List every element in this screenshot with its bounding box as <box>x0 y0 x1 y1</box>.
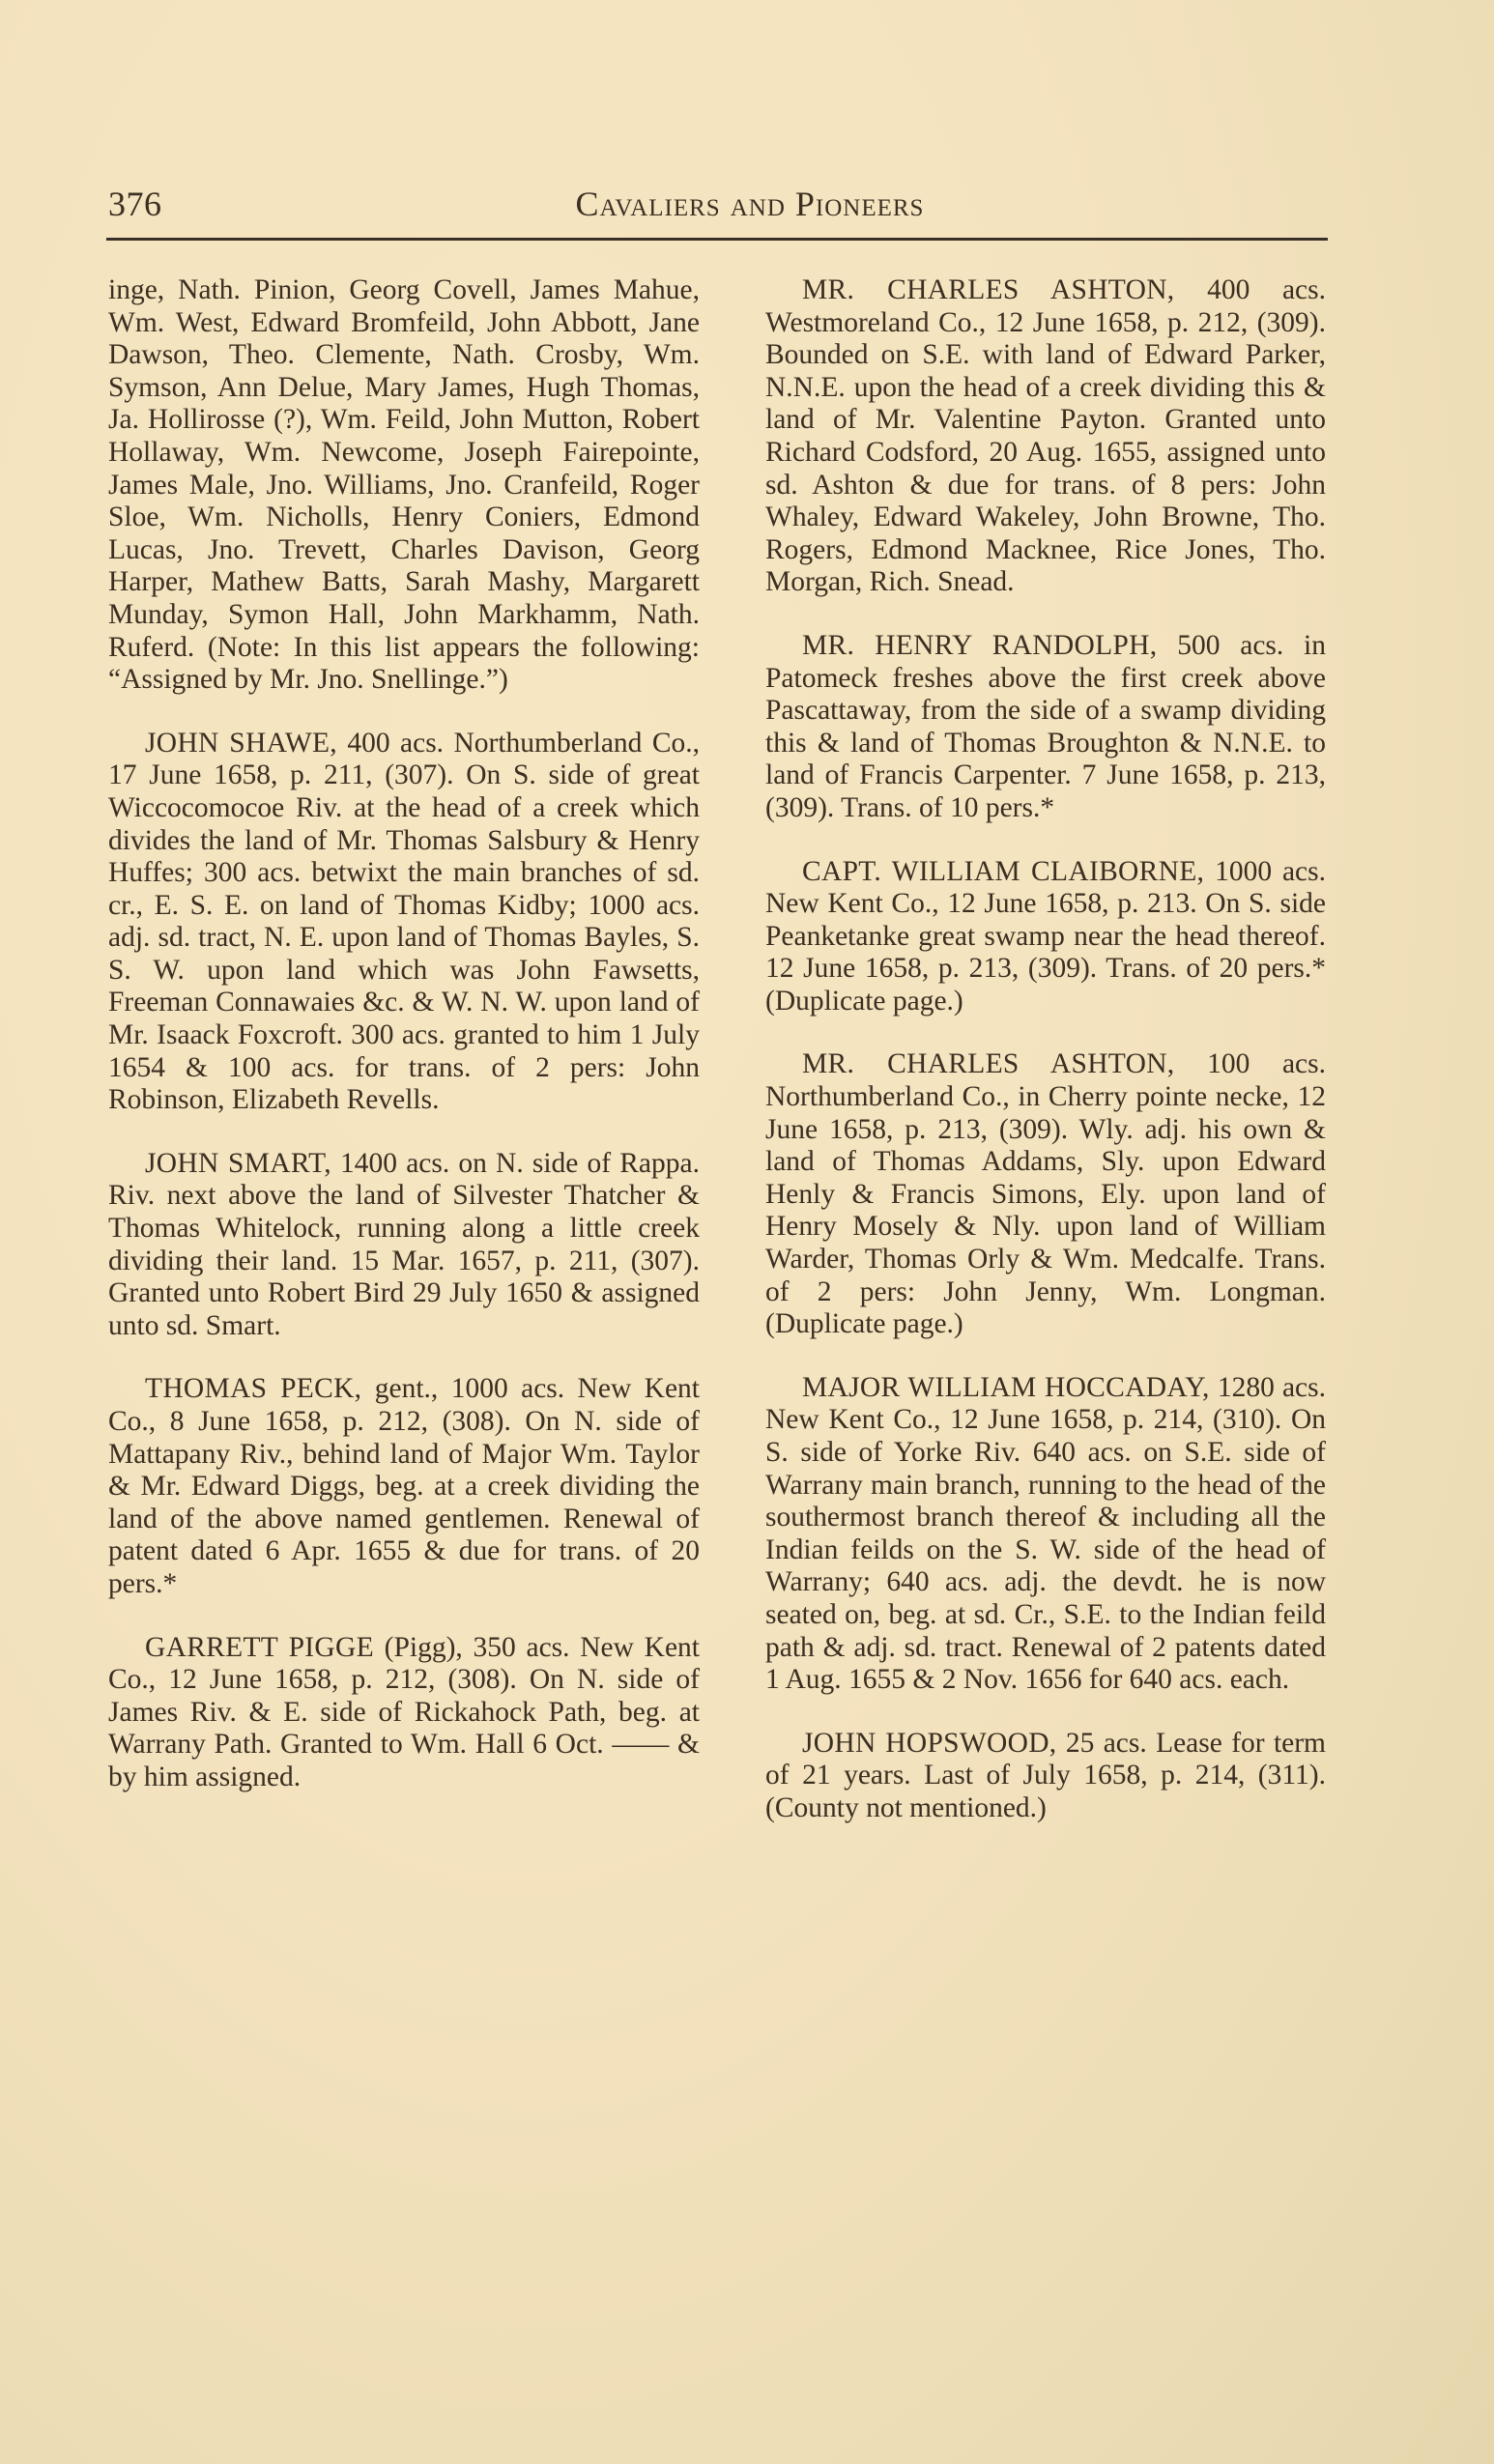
entry-text: 400 acs. Westmoreland Co., 12 June 1658, p. 212, (309). Bounded on S.E. with land of Edward Parker, N.N.E. upon the head of a creek dividing this & land of Mr. Valentine Payton. Granted unto Richard Codsford, 20 Aug. 1655, assigned unto sd. Ashton & due for trans. of 8 pers: John Whaley, Edward Wakeley, John Browne, Tho. Rogers, Edmond Macknee, Rice Jones, Tho. Morgan, Rich. Snead. <box>765 274 1327 598</box>
left-column <box>108 274 700 1825</box>
entry-text: 100 acs. Northumberland Co., in Cherry pointe necke, 12 June 1658, p. 213, (309). Wly. adj. his own & land of Thomas Addams, Sly. upon Edward Henly & Francis Simons, Ely. upon land of Henry Mosely & Nly. upon land of William Warder, Thomas Orly & Wm. Medcalfe. Trans. of 2 pers: John Jenny, Wm. Longman. (Duplicate page.) <box>765 1048 1327 1340</box>
entry-garrett-pigge <box>108 1632 700 1794</box>
entry-name: MR. CHARLES ASHTON, <box>802 1048 1175 1080</box>
entry-name: CAPT. WILLIAM CLAIBORNE, <box>802 855 1205 887</box>
entry-text: inge, Nath. Pinion, Georg Covell, James Mahue, Wm. West, Edward Bromfeild, John Abbott, Jane Dawson, Theo. Clemente, Nath. Crosby, Wm. Symson, Ann Delue, Mary James, Hugh Thomas, Ja. Hollirosse (?), Wm. Feild, John Mutton, Robert Hollaway, Wm. Newcome, Joseph Fairepointe, James Male, Jno. Williams, Jno. Cranfeild, Roger Sloe, Wm. Nicholls, Henry Coniers, Edmond Lucas, Jno. Trevett, Charles Davison, Georg Harper, Mathew Batts, Sarah Mashy, Margarett Munday, Symon Hall, John Markhamm, Nath. Ruferd. (Note: In this list appears the following: “Assigned by Mr. Jno. Snellinge.”) <box>108 274 700 696</box>
entry-text: (Pigg), 350 acs. New Kent Co., 12 June 1658, p. 212, (308). On N. side of James Riv. & E. side of Rickahock Path, beg. at Warrany Path. Granted to Wm. Hall 6 Oct. —— & by him assigned. <box>108 1631 700 1792</box>
page-header <box>106 180 1326 228</box>
entry-charles-ashton-400 <box>765 274 1326 599</box>
entry-william-claiborne <box>765 856 1326 1018</box>
header-rule <box>106 238 1328 241</box>
entry-john-shawe <box>108 728 700 1117</box>
entry-text: 1280 acs. New Kent Co., 12 June 1658, p. 214, (310). On S. side of Yorke Riv. 640 acs. on S.E. side of Warrany main branch, running to the head of the southermost branch thereof & including all the Indian feilds on the S. W. side of the head of Warrany; 640 acs. adj. the devdt. he is now seated on, beg. at sd. Cr., S.E. to the Indian feild path & adj. sd. tract. Renewal of 2 patents dated 1 Aug. 1655 & 2 Nov. 1656 for 640 acs. each. <box>765 1371 1327 1696</box>
entry-henry-randolph <box>765 630 1326 825</box>
entry-name: MAJOR WILLIAM HOCCADAY, <box>802 1371 1210 1403</box>
entry-john-smart <box>108 1148 700 1343</box>
right-column <box>765 274 1326 1856</box>
entry-name: JOHN SHAWE, <box>145 727 337 759</box>
entry-name: MR. HENRY RANDOLPH, <box>802 629 1158 661</box>
entry-text: 400 acs. Northumberland Co., 17 June 1658, p. 211, (307). On S. side of great Wiccocomocoe Riv. at the head of a creek which divides the land of Mr. Thomas Salsbury & Henry Huffes; 300 acs. betwixt the main branches of sd. cr., E. S. E. on land of Thomas Kidby; 1000 acs. adj. sd. tract, N. E. upon land of Thomas Bayles, S. S. W. upon land which was John Fawsetts, Freeman Connawaies &c. & W. N. W. upon land of Mr. Isaack Foxcroft. 300 acs. granted to him 1 July 1654 & 100 acs. for trans. of 2 pers: John Robinson, Elizabeth Revells. <box>108 727 700 1116</box>
page-number: 376 <box>108 185 162 223</box>
entry-name: GARRETT PIGGE <box>145 1631 374 1663</box>
entry-charles-ashton-100 <box>765 1048 1326 1340</box>
entry-john-hopswood <box>765 1728 1326 1825</box>
entry-continued-list <box>108 274 700 697</box>
running-title: Cavaliers and Pioneers <box>575 185 925 223</box>
entry-name: JOHN HOPSWOOD, <box>802 1727 1057 1759</box>
entry-name: JOHN SMART, <box>145 1147 331 1179</box>
entry-name: THOMAS PECK, <box>145 1373 362 1405</box>
entry-text: 1400 acs. on N. side of Rappa. Riv. next above the land of Silvester Thatcher & Thomas Whitelock, running along a little creek dividing their land. 15 Mar. 1657, p. 211, (307). Granted unto Robert Bird 29 July 1650 & assigned unto sd. Smart. <box>108 1147 700 1341</box>
entry-text: 25 acs. Lease for term of 21 years. Last of July 1658, p. 214, (311). (County not mentioned.) <box>765 1727 1326 1823</box>
entry-text: gent., 1000 acs. New Kent Co., 8 June 1658, p. 212, (308). On N. side of Mattapany Riv., behind land of Major Wm. Taylor & Mr. Edward Diggs, beg. at a creek dividing the land of the above named gentlemen. Renewal of patent dated 6 Apr. 1655 & due for trans. of 20 pers.* <box>108 1373 700 1599</box>
entry-text: 500 acs. in Patomeck freshes above the first creek above Pascattaway, from the side of a swamp dividing this & land of Thomas Broughton & N.N.E. to land of Francis Carpenter. 7 June 1658, p. 213, (309). Trans. of 10 pers.* <box>765 629 1326 823</box>
entry-william-hoccaday <box>765 1372 1326 1697</box>
entry-name: MR. CHARLES ASHTON, <box>802 274 1175 305</box>
entry-thomas-peck <box>108 1373 700 1600</box>
entry-text: 1000 acs. New Kent Co., 12 June 1658, p. 213. On S. side Peanketanke great swamp near the head thereof. 12 June 1658, p. 213, (309). Trans. of 20 pers.* (Duplicate page.) <box>765 855 1326 1017</box>
